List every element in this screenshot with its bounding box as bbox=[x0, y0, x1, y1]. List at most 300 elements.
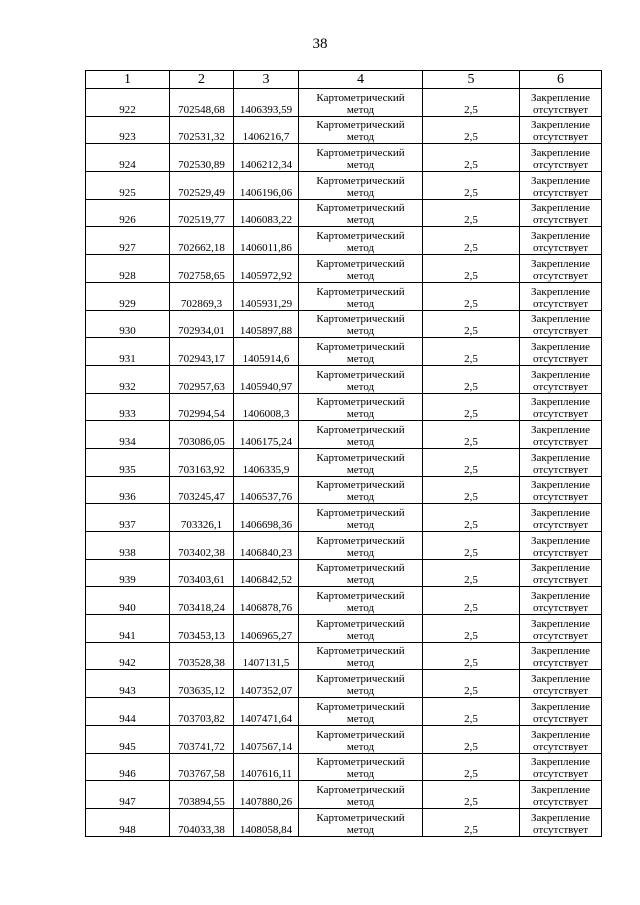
y-coordinate-cell: 1406878,76 bbox=[234, 587, 299, 615]
y-coordinate-cell: 1406698,36 bbox=[234, 504, 299, 532]
error-cell: 2,5 bbox=[423, 282, 520, 310]
method-line-1: Картометрический bbox=[316, 340, 405, 353]
x-coordinate-cell: 703767,58 bbox=[170, 753, 234, 781]
fixation-cell bbox=[520, 199, 602, 227]
fixation-cell bbox=[520, 698, 602, 726]
fixation-line-2: отсутствует bbox=[532, 629, 589, 642]
x-coordinate-cell: 703403,61 bbox=[170, 559, 234, 587]
x-coordinate-cell: 703326,1 bbox=[170, 504, 234, 532]
method-line-2: метод bbox=[346, 103, 375, 116]
fixation-line-1: Закрепление bbox=[530, 451, 591, 464]
method-line-1: Картометрический bbox=[316, 479, 405, 492]
method-cell bbox=[299, 808, 423, 836]
method-line-1: Картометрический bbox=[316, 700, 405, 713]
y-coordinate-cell: 1406840,23 bbox=[234, 532, 299, 560]
y-coordinate-cell: 1406335,9 bbox=[234, 448, 299, 476]
fixation-line-1: Закрепление bbox=[530, 728, 591, 741]
column-header: 2 bbox=[170, 71, 234, 89]
column-header: 4 bbox=[299, 71, 423, 89]
y-coordinate-cell: 1407131,5 bbox=[234, 642, 299, 670]
table-row bbox=[86, 310, 602, 338]
error-cell: 2,5 bbox=[423, 808, 520, 836]
method-line-1: Картометрический bbox=[316, 562, 405, 575]
fixation-line-1: Закрепление bbox=[530, 119, 591, 132]
method-line-2: метод bbox=[346, 242, 375, 255]
table-row bbox=[86, 559, 602, 587]
x-coordinate-cell: 703741,72 bbox=[170, 725, 234, 753]
x-coordinate-cell: 702943,17 bbox=[170, 338, 234, 366]
method-cell bbox=[299, 698, 423, 726]
method-line-1: Картометрический bbox=[316, 368, 405, 381]
fixation-cell bbox=[520, 421, 602, 449]
fixation-line-2: отсутствует bbox=[532, 435, 589, 448]
method-line-2: метод bbox=[346, 214, 375, 227]
y-coordinate-cell: 1405914,6 bbox=[234, 338, 299, 366]
fixation-line-2: отсутствует bbox=[532, 491, 589, 504]
method-line-2: метод bbox=[346, 159, 375, 172]
fixation-line-2: отсутствует bbox=[532, 408, 589, 421]
method-line-2: метод bbox=[346, 352, 375, 365]
fixation-line-2: отсутствует bbox=[532, 131, 589, 144]
table-row bbox=[86, 199, 602, 227]
x-coordinate-cell: 702994,54 bbox=[170, 393, 234, 421]
fixation-cell bbox=[520, 310, 602, 338]
method-line-2: метод bbox=[346, 740, 375, 753]
error-cell: 2,5 bbox=[423, 338, 520, 366]
fixation-line-2: отсутствует bbox=[532, 602, 589, 615]
point-number-cell: 933 bbox=[86, 393, 170, 421]
point-number-cell: 945 bbox=[86, 725, 170, 753]
y-coordinate-cell: 1405940,97 bbox=[234, 365, 299, 393]
x-coordinate-cell: 702548,68 bbox=[170, 89, 234, 117]
table-row bbox=[86, 642, 602, 670]
fixation-cell bbox=[520, 476, 602, 504]
x-coordinate-cell: 703245,47 bbox=[170, 476, 234, 504]
fixation-line-1: Закрепление bbox=[530, 423, 591, 436]
method-line-2: метод bbox=[346, 712, 375, 725]
method-line-1: Картометрический bbox=[316, 673, 405, 686]
fixation-cell bbox=[520, 725, 602, 753]
method-cell bbox=[299, 725, 423, 753]
fixation-cell bbox=[520, 532, 602, 560]
fixation-line-1: Закрепление bbox=[530, 479, 591, 492]
error-cell: 2,5 bbox=[423, 172, 520, 200]
fixation-cell bbox=[520, 338, 602, 366]
error-cell: 2,5 bbox=[423, 532, 520, 560]
fixation-line-1: Закрепление bbox=[530, 313, 591, 326]
method-line-1: Картометрический bbox=[316, 91, 405, 104]
method-line-2: метод bbox=[346, 491, 375, 504]
point-number-cell: 927 bbox=[86, 227, 170, 255]
fixation-line-1: Закрепление bbox=[530, 507, 591, 519]
error-cell: 2,5 bbox=[423, 753, 520, 781]
point-number-cell: 928 bbox=[86, 255, 170, 283]
x-coordinate-cell: 702519,77 bbox=[170, 199, 234, 227]
method-cell bbox=[299, 89, 423, 117]
y-coordinate-cell: 1407471,64 bbox=[234, 698, 299, 726]
fixation-line-2: отсутствует bbox=[532, 242, 589, 255]
y-coordinate-cell: 1406212,34 bbox=[234, 144, 299, 172]
column-header: 3 bbox=[234, 71, 299, 89]
fixation-line-1: Закрепление bbox=[530, 617, 591, 630]
y-coordinate-cell: 1405897,88 bbox=[234, 310, 299, 338]
table-row bbox=[86, 615, 602, 643]
error-cell: 2,5 bbox=[423, 255, 520, 283]
method-line-2: метод bbox=[346, 186, 375, 199]
x-coordinate-cell: 702530,89 bbox=[170, 144, 234, 172]
method-line-2: метод bbox=[346, 269, 375, 282]
point-number-cell: 923 bbox=[86, 116, 170, 144]
fixation-line-1: Закрепление bbox=[530, 700, 591, 713]
fixation-line-2: отсутствует bbox=[532, 685, 589, 698]
method-line-1: Картометрический bbox=[316, 617, 405, 630]
table-row bbox=[86, 532, 602, 560]
x-coordinate-cell: 702529,49 bbox=[170, 172, 234, 200]
coordinates-table bbox=[85, 70, 602, 837]
fixation-line-2: отсутствует bbox=[532, 823, 589, 836]
table-row bbox=[86, 421, 602, 449]
fixation-cell bbox=[520, 144, 602, 172]
error-cell: 2,5 bbox=[423, 448, 520, 476]
method-cell bbox=[299, 753, 423, 781]
error-cell: 2,5 bbox=[423, 559, 520, 587]
table-row bbox=[86, 670, 602, 698]
y-coordinate-cell: 1407567,14 bbox=[234, 725, 299, 753]
fixation-cell bbox=[520, 642, 602, 670]
y-coordinate-cell: 1405931,29 bbox=[234, 282, 299, 310]
fixation-cell bbox=[520, 504, 602, 532]
error-cell: 2,5 bbox=[423, 476, 520, 504]
error-cell: 2,5 bbox=[423, 504, 520, 532]
method-line-1: Картометрический bbox=[316, 202, 405, 215]
fixation-cell bbox=[520, 365, 602, 393]
fixation-line-1: Закрепление bbox=[530, 230, 591, 243]
fixation-cell bbox=[520, 116, 602, 144]
table-row bbox=[86, 144, 602, 172]
method-line-2: метод bbox=[346, 380, 375, 393]
table-row bbox=[86, 393, 602, 421]
table-row bbox=[86, 227, 602, 255]
table-row bbox=[86, 587, 602, 615]
fixation-line-1: Закрепление bbox=[530, 340, 591, 353]
point-number-cell: 931 bbox=[86, 338, 170, 366]
method-cell bbox=[299, 227, 423, 255]
method-cell bbox=[299, 615, 423, 643]
point-number-cell: 932 bbox=[86, 365, 170, 393]
y-coordinate-cell: 1406175,24 bbox=[234, 421, 299, 449]
fixation-line-2: отсутствует bbox=[532, 574, 589, 587]
method-line-2: метод bbox=[346, 768, 375, 781]
fixation-line-1: Закрепление bbox=[530, 174, 591, 187]
method-cell bbox=[299, 476, 423, 504]
fixation-cell bbox=[520, 255, 602, 283]
fixation-cell bbox=[520, 282, 602, 310]
method-line-2: метод bbox=[346, 657, 375, 670]
method-line-1: Картометрический bbox=[316, 230, 405, 243]
error-cell: 2,5 bbox=[423, 144, 520, 172]
method-cell bbox=[299, 421, 423, 449]
table-row bbox=[86, 781, 602, 809]
method-line-1: Картометрический bbox=[316, 396, 405, 409]
point-number-cell: 940 bbox=[86, 587, 170, 615]
method-line-2: метод bbox=[346, 795, 375, 808]
table-row bbox=[86, 808, 602, 836]
table-row bbox=[86, 89, 602, 117]
fixation-cell bbox=[520, 448, 602, 476]
table-row bbox=[86, 448, 602, 476]
x-coordinate-cell: 703402,38 bbox=[170, 532, 234, 560]
y-coordinate-cell: 1407352,07 bbox=[234, 670, 299, 698]
x-coordinate-cell: 702934,01 bbox=[170, 310, 234, 338]
point-number-cell: 935 bbox=[86, 448, 170, 476]
error-cell: 2,5 bbox=[423, 365, 520, 393]
method-line-2: метод bbox=[346, 131, 375, 144]
y-coordinate-cell: 1405972,92 bbox=[234, 255, 299, 283]
x-coordinate-cell: 702531,32 bbox=[170, 116, 234, 144]
fixation-line-2: отсутствует bbox=[532, 380, 589, 393]
table-row bbox=[86, 338, 602, 366]
point-number-cell: 938 bbox=[86, 532, 170, 560]
error-cell: 2,5 bbox=[423, 227, 520, 255]
error-cell: 2,5 bbox=[423, 199, 520, 227]
y-coordinate-cell: 1406393,59 bbox=[234, 89, 299, 117]
fixation-cell bbox=[520, 559, 602, 587]
method-cell bbox=[299, 144, 423, 172]
y-coordinate-cell: 1407880,26 bbox=[234, 781, 299, 809]
x-coordinate-cell: 703635,12 bbox=[170, 670, 234, 698]
table-header-row bbox=[86, 71, 602, 89]
fixation-cell bbox=[520, 89, 602, 117]
fixation-line-1: Закрепление bbox=[530, 147, 591, 160]
method-line-1: Картометрический bbox=[316, 590, 405, 603]
fixation-line-1: Закрепление bbox=[530, 368, 591, 381]
method-line-1: Картометрический bbox=[316, 534, 405, 547]
method-line-1: Картометрический bbox=[316, 285, 405, 298]
y-coordinate-cell: 1406537,76 bbox=[234, 476, 299, 504]
error-cell: 2,5 bbox=[423, 698, 520, 726]
point-number-cell: 948 bbox=[86, 808, 170, 836]
method-cell bbox=[299, 559, 423, 587]
x-coordinate-cell: 703163,92 bbox=[170, 448, 234, 476]
table-body bbox=[86, 89, 602, 837]
point-number-cell: 925 bbox=[86, 172, 170, 200]
table-row bbox=[86, 255, 602, 283]
error-cell: 2,5 bbox=[423, 670, 520, 698]
method-cell bbox=[299, 393, 423, 421]
method-line-1: Картометрический bbox=[316, 174, 405, 187]
method-cell bbox=[299, 670, 423, 698]
fixation-line-1: Закрепление bbox=[530, 396, 591, 409]
error-cell: 2,5 bbox=[423, 310, 520, 338]
method-line-1: Картометрический bbox=[316, 451, 405, 464]
method-line-1: Картометрический bbox=[316, 147, 405, 160]
point-number-cell: 942 bbox=[86, 642, 170, 670]
fixation-line-2: отсутствует bbox=[532, 214, 589, 227]
fixation-line-1: Закрепление bbox=[530, 590, 591, 603]
column-header: 6 bbox=[520, 71, 602, 89]
method-cell bbox=[299, 282, 423, 310]
error-cell: 2,5 bbox=[423, 642, 520, 670]
method-line-2: метод bbox=[346, 823, 375, 836]
y-coordinate-cell: 1406965,27 bbox=[234, 615, 299, 643]
table-row bbox=[86, 725, 602, 753]
point-number-cell: 944 bbox=[86, 698, 170, 726]
fixation-cell bbox=[520, 753, 602, 781]
fixation-line-1: Закрепление bbox=[530, 673, 591, 686]
method-cell bbox=[299, 310, 423, 338]
x-coordinate-cell: 703894,55 bbox=[170, 781, 234, 809]
fixation-line-2: отсутствует bbox=[532, 463, 589, 476]
method-line-1: Картометрический bbox=[316, 783, 405, 796]
x-coordinate-cell: 702758,65 bbox=[170, 255, 234, 283]
fixation-line-2: отсутствует bbox=[532, 103, 589, 116]
table-row bbox=[86, 282, 602, 310]
method-cell bbox=[299, 255, 423, 283]
table-row bbox=[86, 172, 602, 200]
fixation-line-1: Закрепление bbox=[530, 756, 591, 769]
fixation-line-1: Закрепление bbox=[530, 562, 591, 575]
fixation-cell bbox=[520, 670, 602, 698]
x-coordinate-cell: 703453,13 bbox=[170, 615, 234, 643]
method-cell bbox=[299, 504, 423, 532]
method-cell bbox=[299, 199, 423, 227]
y-coordinate-cell: 1408058,84 bbox=[234, 808, 299, 836]
method-line-2: метод bbox=[346, 297, 375, 310]
y-coordinate-cell: 1406083,22 bbox=[234, 199, 299, 227]
x-coordinate-cell: 704033,38 bbox=[170, 808, 234, 836]
point-number-cell: 924 bbox=[86, 144, 170, 172]
error-cell: 2,5 bbox=[423, 587, 520, 615]
fixation-line-1: Закрепление bbox=[530, 811, 591, 824]
method-cell bbox=[299, 116, 423, 144]
method-cell bbox=[299, 781, 423, 809]
fixation-line-2: отсутствует bbox=[532, 519, 589, 531]
y-coordinate-cell: 1407616,11 bbox=[234, 753, 299, 781]
fixation-line-1: Закрепление bbox=[530, 645, 591, 658]
page-number: 38 bbox=[312, 36, 328, 52]
point-number-cell: 943 bbox=[86, 670, 170, 698]
method-line-2: метод bbox=[346, 325, 375, 338]
fixation-cell bbox=[520, 781, 602, 809]
table-row bbox=[86, 504, 602, 532]
fixation-cell bbox=[520, 393, 602, 421]
x-coordinate-cell: 702869,3 bbox=[170, 282, 234, 310]
fixation-line-2: отсутствует bbox=[532, 740, 589, 753]
fixation-line-2: отсутствует bbox=[532, 186, 589, 199]
fixation-line-1: Закрепление bbox=[530, 91, 591, 104]
point-number-cell: 929 bbox=[86, 282, 170, 310]
fixation-line-1: Закрепление bbox=[530, 534, 591, 547]
x-coordinate-cell: 703418,24 bbox=[170, 587, 234, 615]
point-number-cell: 941 bbox=[86, 615, 170, 643]
point-number-cell: 947 bbox=[86, 781, 170, 809]
error-cell: 2,5 bbox=[423, 89, 520, 117]
fixation-cell bbox=[520, 808, 602, 836]
column-header: 5 bbox=[423, 71, 520, 89]
fixation-line-2: отсутствует bbox=[532, 712, 589, 725]
error-cell: 2,5 bbox=[423, 781, 520, 809]
method-cell bbox=[299, 532, 423, 560]
fixation-cell bbox=[520, 172, 602, 200]
method-line-1: Картометрический bbox=[316, 313, 405, 326]
method-line-1: Картометрический bbox=[316, 756, 405, 769]
method-line-2: метод bbox=[346, 463, 375, 476]
fixation-line-2: отсутствует bbox=[532, 352, 589, 365]
x-coordinate-cell: 703528,38 bbox=[170, 642, 234, 670]
y-coordinate-cell: 1406011,86 bbox=[234, 227, 299, 255]
fixation-line-2: отсутствует bbox=[532, 159, 589, 172]
point-number-cell: 937 bbox=[86, 504, 170, 532]
y-coordinate-cell: 1406196,06 bbox=[234, 172, 299, 200]
fixation-line-2: отсутствует bbox=[532, 297, 589, 310]
table-row bbox=[86, 116, 602, 144]
fixation-line-2: отсутствует bbox=[532, 768, 589, 781]
method-cell bbox=[299, 642, 423, 670]
method-line-1: Картометрический bbox=[316, 645, 405, 658]
method-line-1: Картометрический bbox=[316, 423, 405, 436]
column-header: 1 bbox=[86, 71, 170, 89]
point-number-cell: 936 bbox=[86, 476, 170, 504]
error-cell: 2,5 bbox=[423, 393, 520, 421]
fixation-line-2: отсутствует bbox=[532, 546, 589, 559]
table-row bbox=[86, 476, 602, 504]
method-line-2: метод bbox=[346, 602, 375, 615]
fixation-line-2: отсутствует bbox=[532, 657, 589, 670]
method-line-2: метод bbox=[346, 408, 375, 421]
fixation-line-2: отсутствует bbox=[532, 269, 589, 282]
fixation-line-1: Закрепление bbox=[530, 257, 591, 270]
method-line-1: Картометрический bbox=[316, 257, 405, 270]
fixation-cell bbox=[520, 587, 602, 615]
fixation-line-2: отсутствует bbox=[532, 325, 589, 338]
x-coordinate-cell: 702957,63 bbox=[170, 365, 234, 393]
method-line-2: метод bbox=[346, 574, 375, 587]
error-cell: 2,5 bbox=[423, 421, 520, 449]
method-line-2: метод bbox=[346, 519, 375, 531]
point-number-cell: 926 bbox=[86, 199, 170, 227]
fixation-line-1: Закрепление bbox=[530, 202, 591, 215]
point-number-cell: 939 bbox=[86, 559, 170, 587]
error-cell: 2,5 bbox=[423, 725, 520, 753]
error-cell: 2,5 bbox=[423, 116, 520, 144]
table-row bbox=[86, 698, 602, 726]
fixation-cell bbox=[520, 227, 602, 255]
method-line-1: Картометрический bbox=[316, 728, 405, 741]
method-cell bbox=[299, 587, 423, 615]
method-line-1: Картометрический bbox=[316, 811, 405, 824]
method-cell bbox=[299, 365, 423, 393]
fixation-line-1: Закрепление bbox=[530, 783, 591, 796]
fixation-cell bbox=[520, 615, 602, 643]
point-number-cell: 934 bbox=[86, 421, 170, 449]
method-cell bbox=[299, 172, 423, 200]
method-line-2: метод bbox=[346, 435, 375, 448]
x-coordinate-cell: 703086,05 bbox=[170, 421, 234, 449]
y-coordinate-cell: 1406008,3 bbox=[234, 393, 299, 421]
x-coordinate-cell: 702662,18 bbox=[170, 227, 234, 255]
method-cell bbox=[299, 338, 423, 366]
error-cell: 2,5 bbox=[423, 615, 520, 643]
point-number-cell: 946 bbox=[86, 753, 170, 781]
method-line-1: Картометрический bbox=[316, 119, 405, 132]
method-line-2: метод bbox=[346, 629, 375, 642]
method-line-2: метод bbox=[346, 546, 375, 559]
x-coordinate-cell: 703703,82 bbox=[170, 698, 234, 726]
table-row bbox=[86, 753, 602, 781]
y-coordinate-cell: 1406842,52 bbox=[234, 559, 299, 587]
fixation-line-1: Закрепление bbox=[530, 285, 591, 298]
method-cell bbox=[299, 448, 423, 476]
